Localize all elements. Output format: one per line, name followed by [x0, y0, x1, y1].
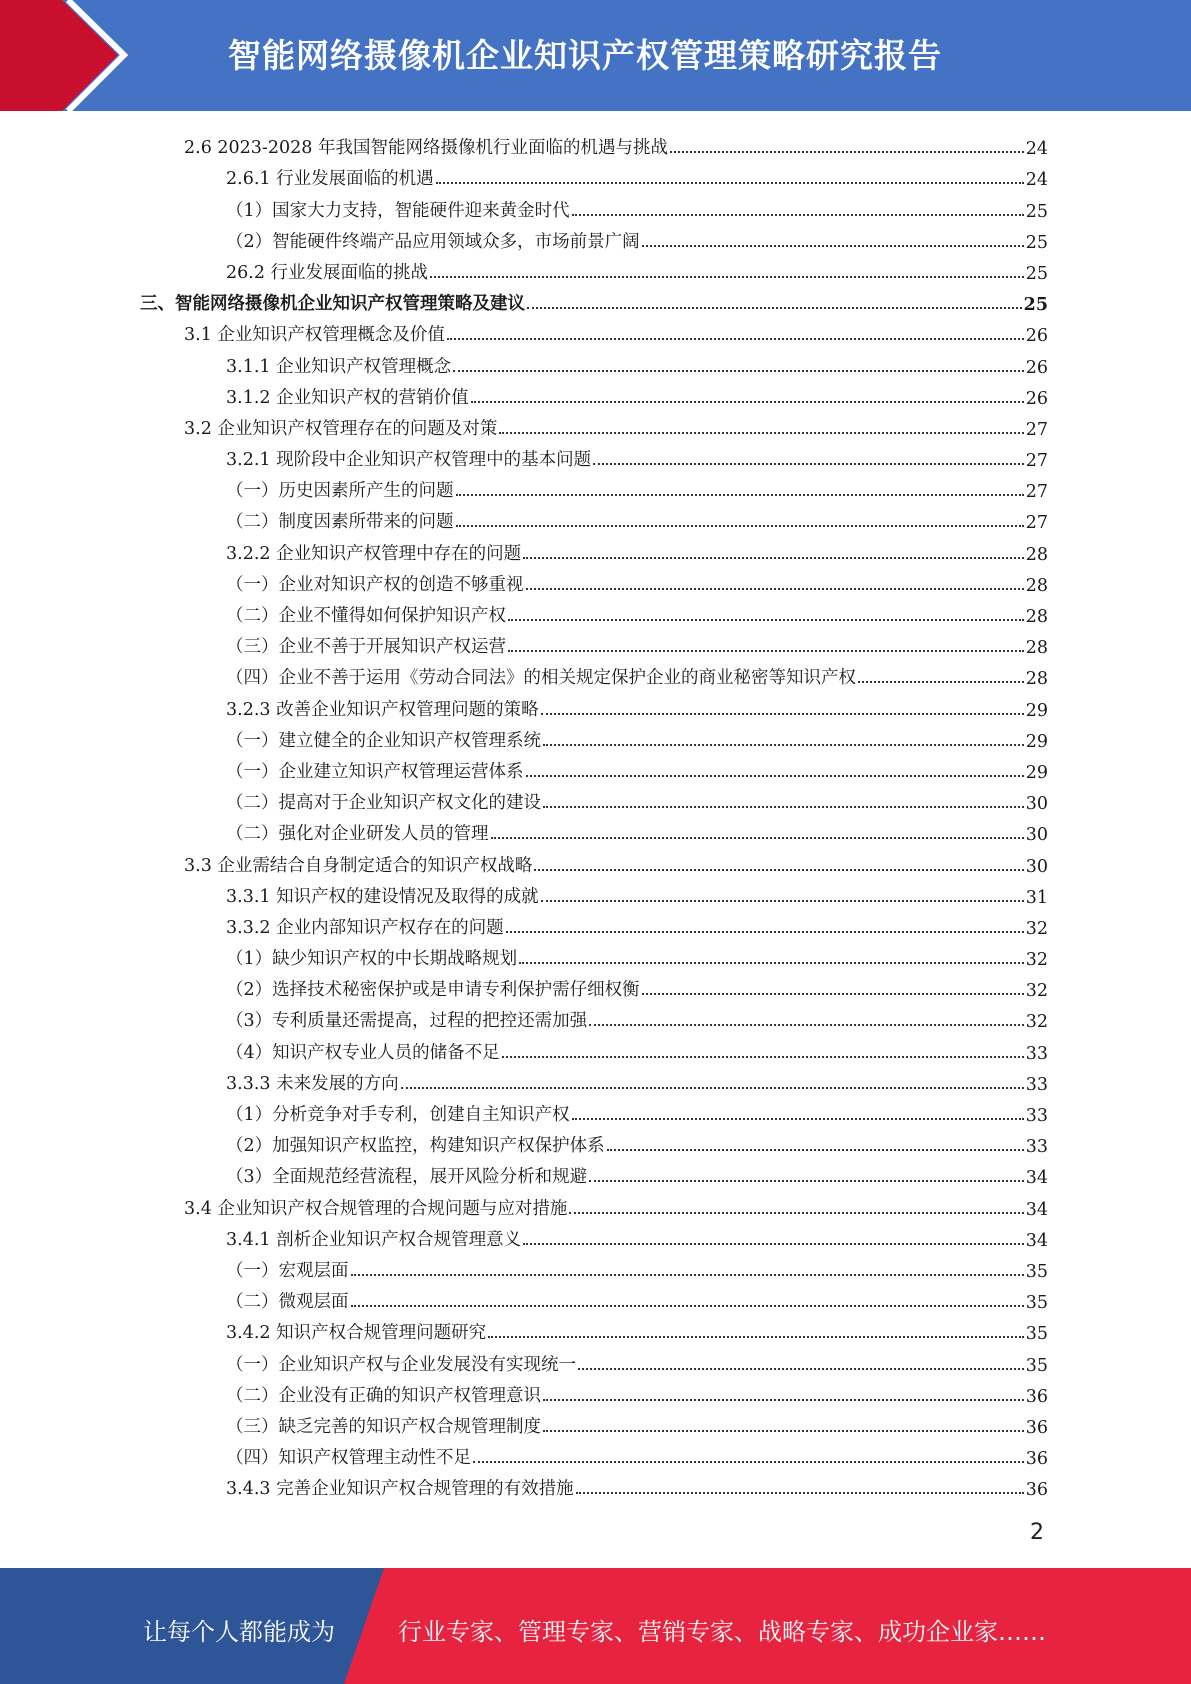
toc-entry[interactable] [140, 939, 1048, 970]
toc-entry-title: 3.2 企业知识产权管理存在的问题及对策 [184, 418, 498, 439]
page-footer [0, 1568, 1191, 1684]
toc-dot-leader [453, 369, 1024, 372]
toc-entry-page: 31 [1025, 887, 1048, 908]
toc-dot-leader [593, 462, 1024, 465]
toc-entry-page: 24 [1025, 170, 1048, 191]
toc-entry[interactable] [140, 378, 1048, 409]
toc-dot-leader [541, 899, 1024, 902]
toc-entry[interactable] [140, 845, 1048, 876]
toc-entry-title: （二）制度因素所带来的问题 [226, 512, 454, 533]
toc-dot-leader [589, 1023, 1024, 1026]
toc-entry[interactable] [140, 877, 1048, 908]
toc-entry[interactable] [140, 315, 1048, 346]
toc-entry-title: （1）分析竞争对手专利，创建自主知识产权 [226, 1105, 570, 1125]
toc-entry-page: 26 [1025, 326, 1048, 347]
toc-entry-title: （三）企业不善于开展知识产权运营 [226, 637, 506, 658]
toc-entry[interactable] [140, 1032, 1048, 1063]
toc-entry[interactable] [140, 1313, 1048, 1344]
toc-dot-leader [508, 649, 1024, 652]
toc-entry-title: （一）历史因素所产生的问题 [226, 481, 454, 502]
toc-entry-page: 27 [1025, 513, 1048, 534]
toc-entry-page: 33 [1025, 1074, 1048, 1095]
toc-dot-leader [351, 1273, 1024, 1276]
toc-dot-leader [858, 680, 1024, 683]
toc-entry-title: 3.2.3 改善企业知识产权管理问题的策略 [226, 699, 539, 720]
toc-entry-title: 3.3 企业需结合自身制定适合的知识产权战略 [184, 855, 533, 876]
toc-entry-title: （一）建立健全的企业知识产权管理系统 [226, 730, 541, 751]
toc-entry-title: （1）国家大力支持，智能硬件迎来黄金时代 [226, 200, 570, 221]
toc-entry-page: 35 [1025, 1293, 1048, 1314]
toc-dot-leader [572, 1117, 1024, 1120]
toc-entry-title: 26.2 行业发展面临的挑战 [226, 262, 429, 283]
toc-entry[interactable] [140, 752, 1048, 783]
toc-entry[interactable] [140, 222, 1048, 253]
toc-entry-title: 3.2.1 现阶段中企业知识产权管理中的基本问题 [226, 450, 592, 471]
toc-entry[interactable] [140, 409, 1048, 440]
toc-entry[interactable] [140, 814, 1048, 845]
toc-entry-page: 35 [1025, 1355, 1048, 1376]
toc-dot-leader [351, 1304, 1024, 1307]
toc-dot-leader [527, 306, 1022, 309]
toc-dot-leader [473, 1460, 1024, 1463]
toc-entry-title: （二）强化对企业研发人员的管理 [226, 824, 489, 845]
toc-entry-page: 28 [1025, 638, 1048, 659]
toc-entry-page: 28 [1025, 575, 1048, 596]
toc-entry[interactable] [140, 1282, 1048, 1313]
toc-entry-page: 28 [1025, 544, 1048, 565]
toc-entry-title: 3.1 企业知识产权管理概念及价值 [184, 325, 445, 346]
toc-entry-page: 32 [1025, 950, 1048, 971]
toc-entry[interactable] [140, 128, 1048, 159]
toc-entry-page: 32 [1025, 981, 1048, 1002]
toc-entry-title: 3.3.1 知识产权的建设情况及取得的成就 [226, 886, 539, 907]
toc-entry[interactable] [140, 1095, 1048, 1126]
toc-dot-leader [578, 1367, 1024, 1370]
toc-entry[interactable] [140, 721, 1048, 752]
toc-entry[interactable] [140, 1376, 1048, 1407]
toc-dot-leader [576, 1491, 1024, 1494]
toc-dot-leader [572, 213, 1024, 216]
toc-entry-page: 36 [1025, 1480, 1048, 1501]
toc-dot-leader [569, 1211, 1023, 1214]
toc-entry[interactable] [140, 284, 1048, 315]
toc-dot-leader [506, 930, 1024, 933]
toc-entry-page: 27 [1025, 419, 1048, 440]
footer-slogan-left: 让每个人都能成为 [143, 1618, 335, 1646]
toc-entry-page: 25 [1025, 263, 1048, 284]
toc-entry-page: 29 [1025, 762, 1048, 783]
toc-dot-leader [543, 1429, 1024, 1432]
page-number: 2 [1030, 1520, 1044, 1545]
toc-dot-leader [456, 493, 1024, 496]
toc-dot-leader [456, 524, 1024, 527]
toc-entry-page: 25 [1023, 295, 1048, 316]
toc-entry-page: 25 [1025, 201, 1048, 222]
toc-entry-title: 3.1.1 企业知识产权管理概念 [226, 356, 452, 377]
toc-entry-page: 26 [1025, 388, 1048, 409]
toc-entry-title: 3.3.3 未来发展的方向 [226, 1073, 399, 1094]
toc-entry-title: 三、智能网络摄像机企业知识产权管理策略及建议 [140, 294, 525, 315]
header-arrow-decoration [0, 0, 150, 111]
toc-entry[interactable] [140, 689, 1048, 720]
toc-dot-leader [401, 1086, 1024, 1089]
toc-entry-page: 35 [1025, 1324, 1048, 1345]
toc-entry[interactable] [140, 159, 1048, 190]
toc-dot-leader [491, 836, 1024, 839]
toc-dot-leader [670, 150, 1024, 153]
toc-entry-title: （2）选择技术秘密保护或是申请专利保护需仔细权衡 [226, 980, 640, 1001]
toc-dot-leader [543, 805, 1024, 808]
toc-dot-leader [607, 1148, 1024, 1151]
toc-entry[interactable] [140, 1251, 1048, 1282]
toc-entry[interactable] [140, 253, 1048, 284]
toc-entry-title: 3.2.2 企业知识产权管理中存在的问题 [226, 543, 522, 564]
toc-entry[interactable] [140, 1188, 1048, 1219]
toc-entry-page: 30 [1025, 825, 1048, 846]
toc-dot-leader [447, 337, 1024, 340]
page-header [0, 0, 1191, 111]
toc-entry-title: 3.4.1 剖析企业知识产权合规管理意义 [226, 1229, 522, 1250]
toc-dot-leader [502, 1055, 1024, 1058]
toc-entry-title: （一）宏观层面 [226, 1260, 349, 1281]
toc-entry-page: 30 [1025, 856, 1048, 877]
toc-entry[interactable] [140, 502, 1048, 533]
toc-entry-page: 34 [1025, 1168, 1048, 1189]
toc-entry-page: 29 [1025, 731, 1048, 752]
toc-entry-title: （2）加强知识产权监控，构建知识产权保护体系 [226, 1136, 605, 1157]
toc-entry-page: 25 [1025, 232, 1048, 253]
toc-dot-leader [589, 1179, 1024, 1182]
toc-dot-leader [526, 774, 1024, 777]
toc-entry[interactable] [140, 970, 1048, 1001]
toc-entry[interactable] [140, 783, 1048, 814]
toc-entry-title: （2）智能硬件终端产品应用领域众多，市场前景广阔 [226, 231, 640, 252]
toc-entry-page: 34 [1025, 1199, 1048, 1220]
toc-entry-title: 2.6.1 行业发展面临的机遇 [226, 169, 434, 190]
toc-entry-page: 30 [1025, 794, 1048, 815]
toc-entry[interactable] [140, 1064, 1048, 1095]
toc-entry[interactable] [140, 1469, 1048, 1500]
toc-entry-page: 33 [1025, 1137, 1048, 1158]
toc-entry-title: （四）企业不善于运用《劳动合同法》的相关规定保护企业的商业秘密等知识产权 [226, 668, 856, 689]
toc-entry-page: 35 [1025, 1261, 1048, 1282]
toc-entry-title: （二）企业不懂得如何保护知识产权 [226, 606, 506, 626]
toc-entry-title: 2.6 2023-2028 年我国智能网络摄像机行业面临的机遇与挑战 [184, 138, 668, 159]
toc-entry-page: 36 [1025, 1449, 1048, 1470]
toc-dot-leader [543, 743, 1024, 746]
toc-dot-leader [523, 556, 1024, 559]
toc-entry-page: 34 [1025, 1230, 1048, 1251]
toc-entry[interactable] [140, 1407, 1048, 1438]
toc-entry[interactable] [140, 440, 1048, 471]
toc-entry[interactable] [140, 1157, 1048, 1188]
toc-entry[interactable] [140, 190, 1048, 221]
toc-entry-title: 3.4 企业知识产权合规管理的合规问题与应对措施 [184, 1198, 568, 1219]
toc-entry-title: （一）企业对知识产权的创造不够重视 [226, 574, 524, 595]
toc-dot-leader [488, 1335, 1024, 1338]
toc-entry-title: （3）全面规范经营流程，展开风险分析和规避 [226, 1167, 588, 1188]
toc-entry-title: （3）专利质量还需提高，过程的把控还需加强 [226, 1011, 588, 1032]
toc-entry-title: （一）企业知识产权与企业发展没有实现统一 [226, 1354, 576, 1375]
toc-entry[interactable] [140, 471, 1048, 502]
toc-entry-page: 36 [1025, 1417, 1048, 1438]
toc-entry-page: 28 [1025, 669, 1048, 690]
toc-entry[interactable] [140, 565, 1048, 596]
toc-entry[interactable] [140, 533, 1048, 564]
toc-entry-page: 33 [1025, 1106, 1048, 1126]
toc-dot-leader [543, 1398, 1024, 1401]
toc-entry-title: 3.1.2 企业知识产权的营销价值 [226, 387, 469, 408]
toc-entry[interactable] [140, 627, 1048, 658]
toc-entry-page: 27 [1025, 482, 1048, 503]
toc-entry[interactable] [140, 1001, 1048, 1032]
toc-entry-title: 3.4.3 完善企业知识产权合规管理的有效措施 [226, 1479, 574, 1500]
toc-entry-title: （一）企业建立知识产权管理运营体系 [226, 761, 524, 782]
toc-entry-page: 24 [1025, 139, 1048, 160]
toc-entry-page: 29 [1025, 700, 1048, 721]
toc-dot-leader [508, 618, 1024, 621]
table-of-contents [140, 128, 1048, 1500]
toc-dot-leader [534, 868, 1023, 871]
toc-entry-title: （二）微观层面 [226, 1292, 349, 1313]
toc-entry-page: 26 [1025, 357, 1048, 378]
toc-entry-title: （二）提高对于企业知识产权文化的建设 [226, 793, 541, 814]
toc-entry-page: 32 [1025, 918, 1048, 939]
toc-entry[interactable] [140, 346, 1048, 377]
toc-entry-title: （三）缺乏完善的知识产权合规管理制度 [226, 1416, 541, 1437]
toc-dot-leader [519, 961, 1024, 964]
toc-entry-title: （1）缺少知识产权的中长期战略规划 [226, 949, 518, 970]
toc-dot-leader [541, 712, 1024, 715]
toc-entry-title: 3.3.2 企业内部知识产权存在的问题 [226, 917, 504, 938]
toc-entry-page: 33 [1025, 1043, 1048, 1064]
toc-entry-page: 28 [1025, 607, 1048, 627]
toc-entry-page: 36 [1025, 1386, 1048, 1407]
toc-dot-leader [523, 1242, 1024, 1245]
toc-dot-leader [499, 431, 1023, 434]
toc-entry[interactable] [140, 658, 1048, 689]
toc-entry[interactable] [140, 1220, 1048, 1251]
toc-entry-title: 3.4.2 知识产权合规管理问题研究 [226, 1323, 487, 1344]
toc-entry-page: 27 [1025, 451, 1048, 472]
toc-entry-title: （4）知识产权专业人员的储备不足 [226, 1042, 500, 1063]
toc-entry[interactable] [140, 1126, 1048, 1157]
toc-entry-title: （二）企业没有正确的知识产权管理意识 [226, 1385, 541, 1406]
toc-entry-page: 32 [1025, 1012, 1048, 1033]
toc-entry-title: （四）知识产权管理主动性不足 [226, 1448, 471, 1469]
toc-dot-leader [642, 244, 1024, 247]
footer-slogan-right: 行业专家、管理专家、营销专家、战略专家、成功企业家…… [398, 1618, 1046, 1646]
toc-dot-leader [526, 587, 1024, 590]
toc-entry[interactable] [140, 1344, 1048, 1375]
toc-entry[interactable] [140, 1438, 1048, 1469]
toc-dot-leader [642, 992, 1024, 995]
toc-entry[interactable] [140, 596, 1048, 627]
toc-entry[interactable] [140, 908, 1048, 939]
report-title: 智能网络摄像机企业知识产权管理策略研究报告 [228, 36, 942, 75]
toc-dot-leader [430, 275, 1024, 278]
toc-dot-leader [471, 400, 1024, 403]
toc-dot-leader [436, 181, 1024, 184]
